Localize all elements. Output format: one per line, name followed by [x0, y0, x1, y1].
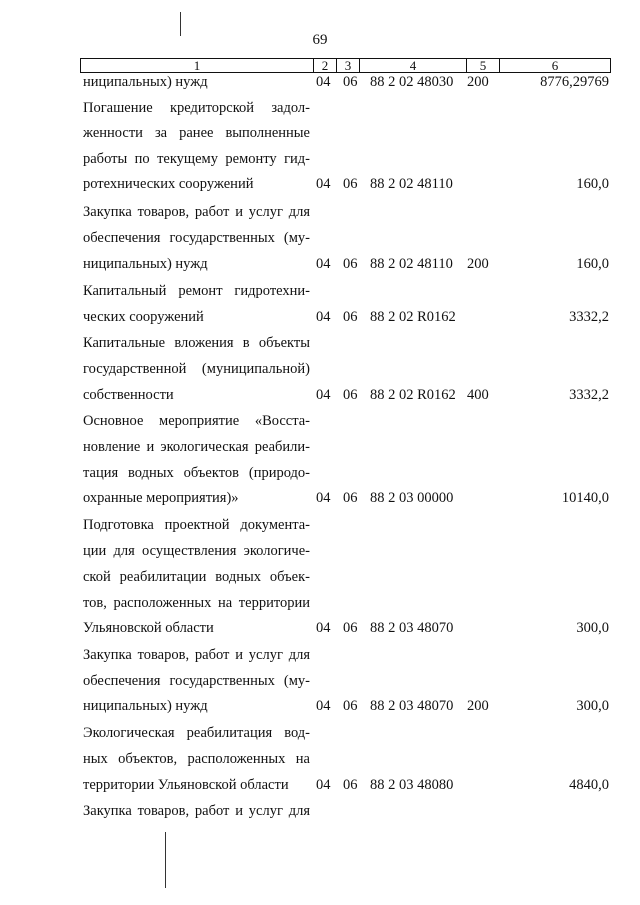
row-description: Капитальные вложения в объекты	[83, 335, 310, 351]
table-row	[0, 435, 640, 459]
row-amount: 160,0	[576, 256, 609, 272]
table-row	[0, 539, 640, 563]
table-row	[0, 279, 640, 303]
row-description: Экологическая реабилитация вод-	[83, 725, 310, 741]
row-description: ных объектов, расположенных на	[83, 751, 310, 767]
row-description: работы по текущему ремонту гид-	[83, 151, 310, 167]
table-row	[0, 721, 640, 745]
row-target-code: 88 2 02 48030	[370, 74, 454, 90]
header-col-4: 4	[360, 59, 467, 72]
header-col-5: 5	[467, 59, 500, 72]
row-target-code: 88 2 02 R0162	[370, 309, 456, 325]
row-col-3: 06	[343, 620, 358, 636]
row-description: собственности	[83, 387, 174, 403]
row-description: ниципальных) нужд	[83, 74, 208, 90]
row-col-2: 04	[316, 620, 331, 636]
table-row	[0, 96, 640, 120]
row-col-2: 04	[316, 74, 331, 90]
table-row	[0, 383, 640, 407]
table-row	[0, 200, 640, 224]
row-amount: 4840,0	[569, 777, 609, 793]
table-row	[0, 226, 640, 250]
row-amount: 3332,2	[569, 309, 609, 325]
row-description: ческих сооружений	[83, 309, 204, 325]
row-description: охранные мероприятия)»	[83, 490, 239, 506]
row-target-code: 88 2 02 R0162	[370, 387, 456, 403]
row-col-2: 04	[316, 256, 331, 272]
row-description: Ульяновской области	[83, 620, 214, 636]
table-row	[0, 121, 640, 145]
row-col-3: 06	[343, 490, 358, 506]
table-row	[0, 565, 640, 589]
row-col-2: 04	[316, 698, 331, 714]
row-target-code: 88 2 02 48110	[370, 256, 453, 272]
row-col-3: 06	[343, 698, 358, 714]
row-description: Погашение кредиторской задол-	[83, 100, 310, 116]
table-row	[0, 252, 640, 276]
table-row	[0, 747, 640, 771]
row-description: Закупка товаров, работ и услуг для	[83, 204, 310, 220]
row-col-2: 04	[316, 777, 331, 793]
row-description: ции для осуществления экологиче-	[83, 543, 310, 559]
page-number: 69	[312, 32, 328, 48]
row-col-3: 06	[343, 387, 358, 403]
header-col-3: 3	[337, 59, 360, 72]
row-amount: 3332,2	[569, 387, 609, 403]
row-amount: 300,0	[576, 620, 609, 636]
row-description: территории Ульяновской области	[83, 777, 289, 793]
row-description: Закупка товаров, работ и услуг для	[83, 803, 310, 819]
row-description: Закупка товаров, работ и услуг для	[83, 647, 310, 663]
table-row	[0, 591, 640, 615]
row-target-code: 88 2 03 48070	[370, 620, 454, 636]
row-expense-type: 400	[467, 387, 489, 403]
row-description: Основное мероприятие «Восста-	[83, 413, 310, 429]
table-row	[0, 70, 640, 94]
row-col-2: 04	[316, 176, 331, 192]
table-row	[0, 643, 640, 667]
table-row	[0, 331, 640, 355]
table-row	[0, 305, 640, 329]
table-row	[0, 513, 640, 537]
row-col-3: 06	[343, 74, 358, 90]
row-col-3: 06	[343, 777, 358, 793]
row-amount: 8776,29769	[540, 74, 609, 90]
row-expense-type: 200	[467, 256, 489, 272]
row-description: новление и экологическая реабили-	[83, 439, 310, 455]
row-target-code: 88 2 02 48110	[370, 176, 453, 192]
row-description: государственной (муниципальной)	[83, 361, 310, 377]
scan-mark-bottom	[165, 832, 166, 888]
row-amount: 10140,0	[561, 490, 609, 506]
table-row	[0, 172, 640, 196]
table-row	[0, 486, 640, 510]
row-target-code: 88 2 03 48070	[370, 698, 454, 714]
table-row	[0, 409, 640, 433]
table-row	[0, 773, 640, 797]
row-expense-type: 200	[467, 698, 489, 714]
row-target-code: 88 2 03 48080	[370, 777, 454, 793]
row-description: ской реабилитации водных объек-	[83, 569, 310, 585]
header-col-6: 6	[551, 58, 559, 73]
row-col-2: 04	[316, 387, 331, 403]
table-row	[0, 616, 640, 640]
row-description: ниципальных) нужд	[83, 256, 208, 272]
table-row	[0, 461, 640, 485]
row-expense-type: 200	[467, 74, 489, 90]
row-description: ротехнических сооружений	[83, 176, 254, 192]
table-row	[0, 357, 640, 381]
table-row	[0, 669, 640, 693]
row-description: тация водных объектов (природо-	[83, 465, 310, 481]
row-description: Капитальный ремонт гидротехни-	[83, 283, 310, 299]
table-row	[0, 147, 640, 171]
row-col-3: 06	[343, 256, 358, 272]
header-col-1: 1	[81, 59, 314, 72]
row-description: Подготовка проектной документа-	[83, 517, 310, 533]
row-col-2: 04	[316, 490, 331, 506]
row-target-code: 88 2 03 00000	[370, 490, 454, 506]
row-amount: 300,0	[576, 698, 609, 714]
table-row	[0, 694, 640, 718]
row-col-3: 06	[343, 176, 358, 192]
row-amount: 160,0	[576, 176, 609, 192]
row-description: тов, расположенных на территории	[83, 595, 310, 611]
row-description: женности за ранее выполненные	[83, 125, 310, 141]
row-col-2: 04	[316, 309, 331, 325]
row-description: обеспечения государственных (му-	[83, 230, 310, 246]
header-col-2: 2	[314, 59, 337, 72]
row-description: обеспечения государственных (му-	[83, 673, 310, 689]
row-description: ниципальных) нужд	[83, 698, 208, 714]
row-col-3: 06	[343, 309, 358, 325]
table-row	[0, 799, 640, 823]
